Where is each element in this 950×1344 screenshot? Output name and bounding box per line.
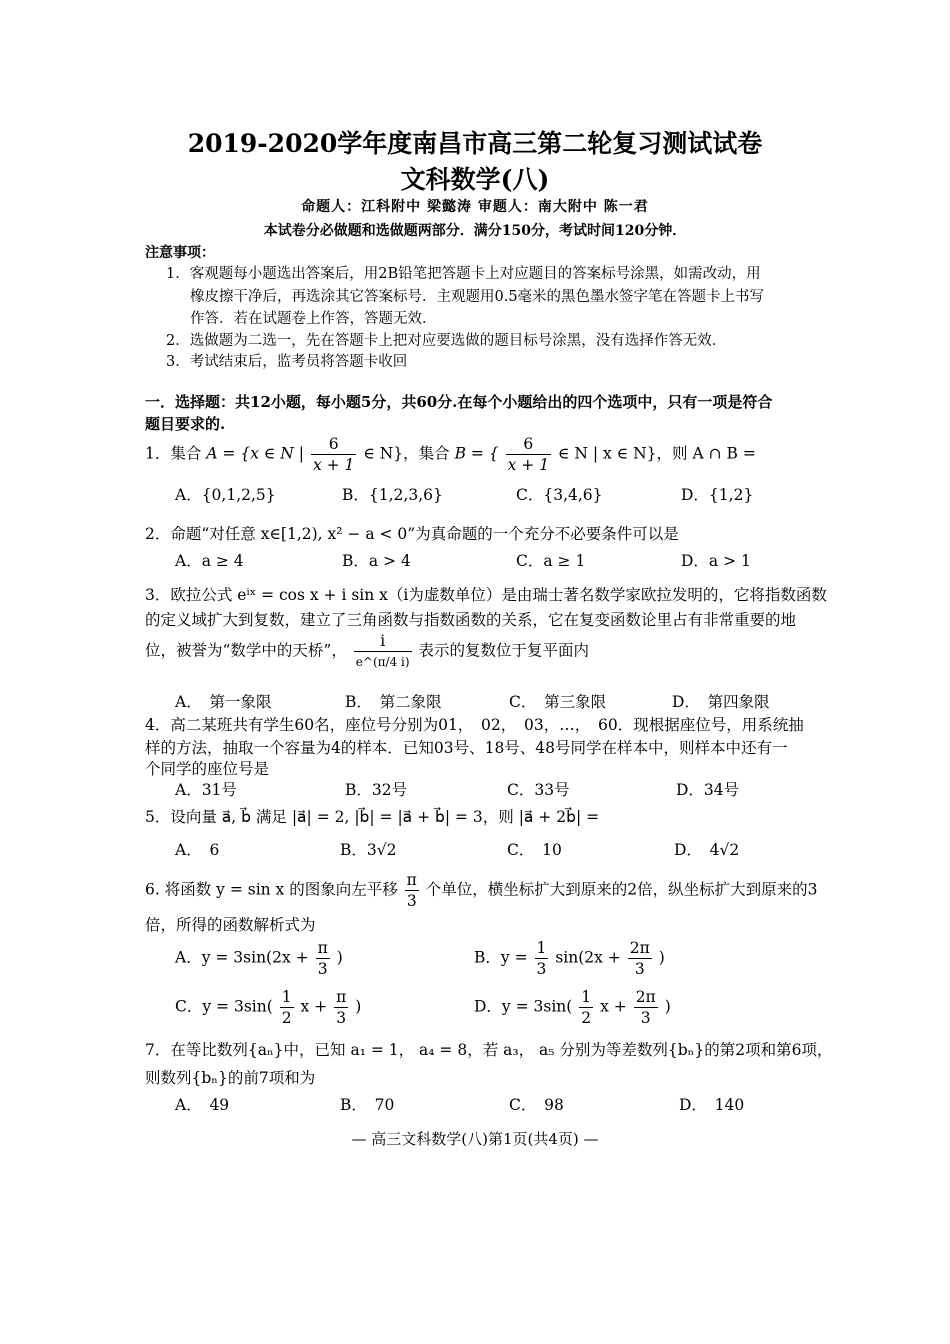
question-4-line3: 个同学的座位号是 xyxy=(145,760,270,778)
question-3-line1: 3．欧拉公式 eⁱˣ = cos x + i sin x（i为虚数单位）是由瑞士著名数学家欧拉发明的，它将指数函数 xyxy=(145,586,827,604)
q6-d-coef-den: 2 xyxy=(581,1009,592,1027)
q1-option-c: C．{3,4,6} xyxy=(516,486,603,504)
q6-d-coef xyxy=(579,987,593,1028)
q6-option-b xyxy=(474,938,665,979)
q2-option-a: A．a ≥ 4 xyxy=(175,552,244,570)
q2-option-d: D．a > 1 xyxy=(681,552,751,570)
q7-option-d: D． 140 xyxy=(679,1096,745,1114)
q6-shift-num: π xyxy=(406,871,417,889)
q6-d-den: 3 xyxy=(640,1009,651,1027)
question-1 xyxy=(145,434,756,475)
q1-fraction-a xyxy=(311,434,356,475)
q3-line3-tail: 表示的复数位于复平面内 xyxy=(418,641,589,660)
q3-line3-lead: 位，被誉为“数学中的天桥”， xyxy=(145,641,347,660)
notice-item-3: 3．考试结束后，监考员将答题卡收回 xyxy=(166,354,408,370)
q1-frac-b-den: x + 1 xyxy=(507,456,550,474)
q1-fraction-b xyxy=(506,434,551,475)
q6-option-a xyxy=(175,938,343,979)
question-6-line2: 倍，所得的函数解析式为 xyxy=(145,916,316,934)
question-7-line2: 则数列{bₙ}的前7项和为 xyxy=(145,1069,316,1087)
q4-option-a: A．31号 xyxy=(175,781,237,799)
page-footer: — 高三文科数学(八)第1页(共4页) — xyxy=(351,1130,599,1148)
q1-option-b: B．{1,2,3,6} xyxy=(342,486,443,504)
exam-subtitle: 文科数学(八) xyxy=(400,165,550,194)
q1-frac-b-num: 6 xyxy=(506,434,551,455)
q6-c-coef xyxy=(280,987,294,1028)
question-4-line1: 4．高二某班共有学生60名，座位号分别为01， 02， 03，…， 60．现根据座位号，用系统抽 xyxy=(145,716,804,734)
q6-shift-fraction xyxy=(405,870,419,911)
q3-frac-num: i xyxy=(354,631,412,652)
q6-b-mid: sin(2x + xyxy=(555,948,621,967)
question-3-line3 xyxy=(145,631,589,672)
q7-option-c: C． 98 xyxy=(509,1096,564,1114)
q5-option-d: D． 4√2 xyxy=(674,841,740,859)
exam-title: 2019-2020学年度南昌市高三第二轮复习测试试卷 xyxy=(187,129,763,158)
q6-d-pre: D．y = 3sin( xyxy=(474,997,573,1016)
q2-option-b: B．a > 4 xyxy=(342,552,411,570)
score-info: 本试卷分必做题和选做题两部分．满分150分，考试时间120分钟． xyxy=(263,223,687,239)
q6-b-coef xyxy=(535,938,549,979)
question-7-line1: 7．在等比数列{aₙ}中，已知 a₁ = 1， a₄ = 8，若 a₃， a₅ 分别为等差数列{bₙ}的第2项和第6项， xyxy=(145,1041,833,1059)
q4-option-d: D．34号 xyxy=(676,781,740,799)
q1-lead: 1．集合 xyxy=(145,444,202,463)
q5-option-b: B．3√2 xyxy=(340,841,397,859)
q3-option-a: A． 第一象限 xyxy=(175,693,272,711)
notice-heading: 注意事项： xyxy=(145,245,215,261)
q6-a-pre: A．y = 3sin(2x + xyxy=(175,948,309,967)
q4-option-b: B．32号 xyxy=(345,781,408,799)
q3-fraction xyxy=(354,631,412,672)
q6-a-post: ) xyxy=(336,948,343,967)
authors-line: 命题人：江科附中 梁懿涛 审题人：南大附中 陈一君 xyxy=(301,199,649,215)
q6-b-coef-num: 1 xyxy=(536,939,547,957)
notice-item-1: 1．客观题每小题选出答案后，用2B铅笔把答题卡上对应题目的答案标号涂黑，如需改动，用 xyxy=(166,266,761,282)
question-2: 2．命题“对任意 x∈[1,2), x² − a < 0”为真命题的一个充分不必要条件可以是 xyxy=(145,525,679,543)
section-heading: 一．选择题：共12小题，每小题5分，共60分.在每个小题给出的四个选项中，只有一项是符合 xyxy=(145,393,773,411)
q1-set-a: A = {x ∈ N | xyxy=(206,444,304,463)
q6-b-num: 2π xyxy=(629,939,650,957)
q6-a-den: 3 xyxy=(317,960,328,978)
q6-d-coef-num: 1 xyxy=(581,988,592,1006)
q4-option-c: C．33号 xyxy=(507,781,570,799)
q6-tail: 个单位，横坐标扩大到原来的2倍，纵坐标扩大到原来的3 xyxy=(425,880,818,899)
q6-option-c xyxy=(175,987,361,1028)
q7-option-b: B． 70 xyxy=(340,1096,395,1114)
q6-lead: 6. 将函数 y = sin x 的图象向左平移 xyxy=(145,880,398,899)
question-4-line2: 样的方法，抽取一个容量为4的样本．已知03号、18号、48号同学在样本中，则样本中还有一 xyxy=(145,739,788,757)
section-heading-cont: 题目要求的. xyxy=(145,415,226,433)
q5-option-a: A． 6 xyxy=(175,841,220,859)
q1-frac-a-num: 6 xyxy=(311,434,356,455)
q6-b-post: ) xyxy=(658,948,665,967)
q1-set-a-end: ∈ N}，集合 xyxy=(363,444,450,463)
notice-item-2: 2．选做题为二选一，先在答题卡上把对应要选做的题目标号涂黑，没有选择作答无效． xyxy=(166,333,727,349)
q1-set-b-end: ∈ N | x ∈ N}，则 A ∩ B = xyxy=(558,444,756,463)
q1-set-b: B = { xyxy=(454,444,499,463)
q6-c-frac xyxy=(334,987,348,1028)
question-5: 5．设向量 a⃗, b⃗ 满足 |a⃗| = 2, |b⃗| = |a⃗ + b⃗| = 3，则 |a⃗ + 2b⃗| = xyxy=(145,808,600,826)
q6-d-frac xyxy=(634,987,658,1028)
q2-option-c: C．a ≥ 1 xyxy=(516,552,586,570)
q6-c-coef-num: 1 xyxy=(281,988,292,1006)
notice-item-1-cont2: 作答．若在试题卷上作答，答题无效． xyxy=(190,311,437,327)
q6-b-frac xyxy=(628,938,652,979)
q1-frac-a-den: x + 1 xyxy=(312,456,355,474)
q3-option-b: B． 第二象限 xyxy=(345,693,442,711)
q6-b-den: 3 xyxy=(634,960,645,978)
question-3-line2: 的定义域扩大到复数，建立了三角函数与指数函数的关系，它在复变函数论里占有非常重要的地 xyxy=(145,611,797,629)
q6-a-frac xyxy=(316,938,330,979)
q6-shift-den: 3 xyxy=(406,892,417,910)
q3-option-d: D． 第四象限 xyxy=(672,693,770,711)
q6-a-num: π xyxy=(317,939,328,957)
q3-frac-den: e^(π/4 i) xyxy=(355,655,410,669)
q6-c-coef-den: 2 xyxy=(281,1009,292,1027)
q6-c-mid: x + xyxy=(300,997,328,1016)
q6-c-post: ) xyxy=(355,997,362,1016)
q6-c-num: π xyxy=(336,988,347,1006)
q6-d-mid: x + xyxy=(600,997,627,1016)
q6-d-num: 2π xyxy=(635,988,656,1006)
q1-option-d: D．{1,2} xyxy=(681,486,754,504)
q6-b-coef-den: 3 xyxy=(536,960,547,978)
q6-option-d xyxy=(474,987,671,1028)
q6-b-pre: B．y = xyxy=(474,948,528,967)
question-6-line1 xyxy=(145,870,818,911)
notice-item-1-cont: 橡皮擦干净后，再选涂其它答案标号．主观题用0.5毫米的黑色墨水签字笔在答题卡上书写 xyxy=(190,289,765,305)
q7-option-a: A． 49 xyxy=(175,1096,230,1114)
q6-c-den: 3 xyxy=(336,1009,347,1027)
q6-d-post: ) xyxy=(664,997,671,1016)
q6-c-pre: C．y = 3sin( xyxy=(175,997,273,1016)
q5-option-c: C． 10 xyxy=(507,841,562,859)
q3-option-c: C． 第三象限 xyxy=(509,693,607,711)
q1-option-a: A．{0,1,2,5} xyxy=(175,486,276,504)
